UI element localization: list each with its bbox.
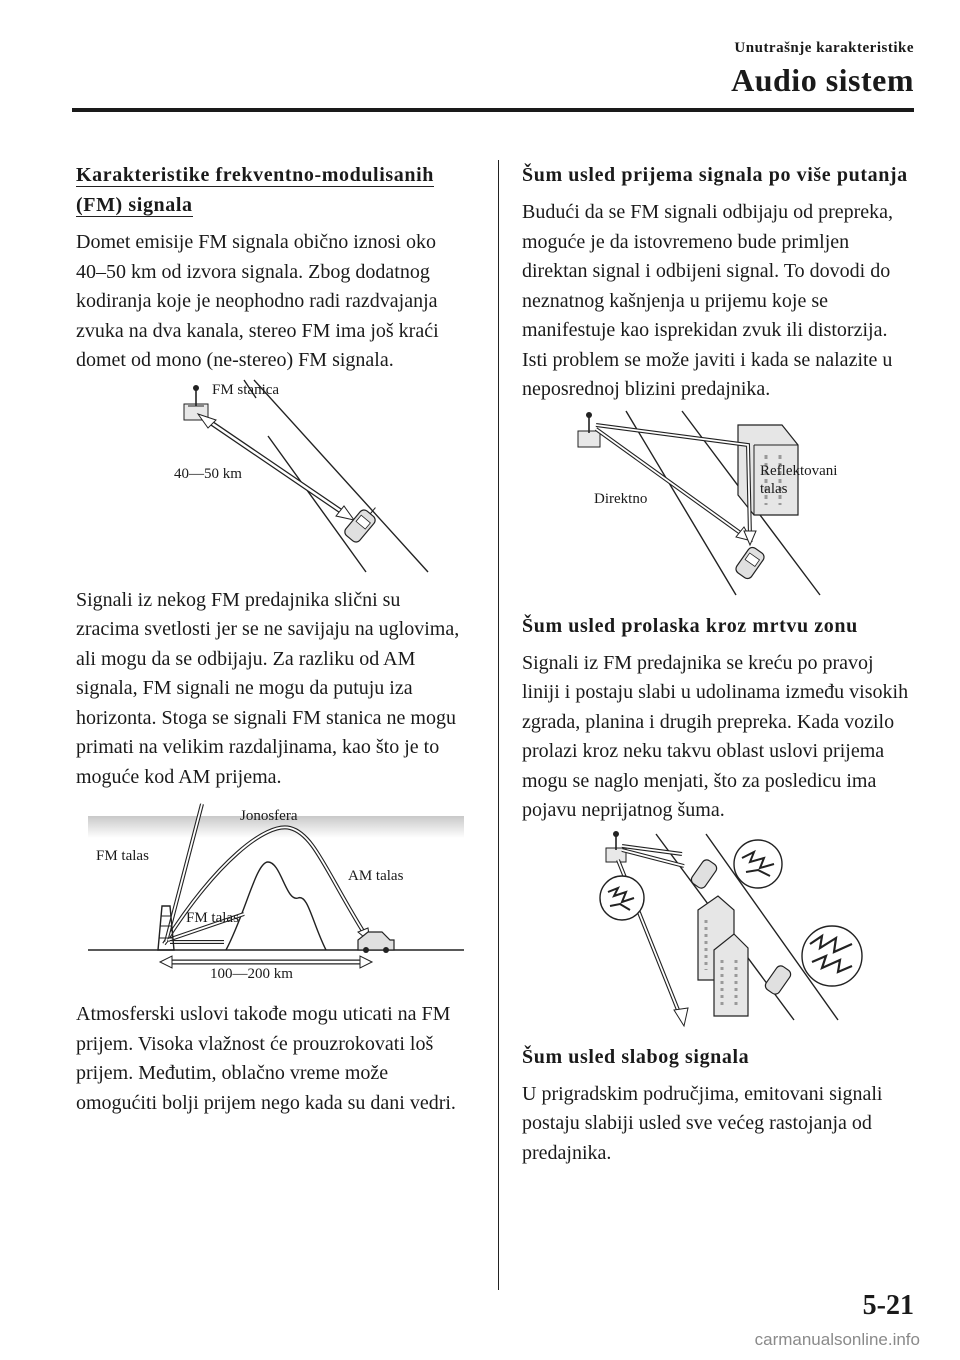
fm-distance-label: 40—50 km xyxy=(174,465,242,482)
car-icon xyxy=(343,501,383,543)
fm-propagation-paragraph: Signali iz nekog FM predajnika slični su zracima svetlosti jer se ne savijaju na uglovima, ali mogu da se odbijaju. Za razliku od AM signala, FM signali ne mogu da putuju iza horizonta. Stoga se signali FM stanica ne mogu primati na velikim razdaljinama, kao što je to moguće kod AM prijema. xyxy=(76,588,460,788)
fm-characteristics-heading: Karakteristike frekventno-modulisanih (FM) signala xyxy=(76,164,434,216)
page-title: Audio sistem xyxy=(731,62,914,98)
direct-wave-label: Direktno xyxy=(594,490,648,507)
car-icon xyxy=(763,963,792,995)
multipath-heading: Šum usled prijema signala po više putanja xyxy=(522,164,908,186)
reflected-wave-label-2: talas xyxy=(760,480,788,497)
dead-zone-heading: Šum usled prolaska kroz mrtvu zonu xyxy=(522,614,858,637)
left-column xyxy=(76,160,468,1118)
atmosphere-paragraph: Atmosferski uslovi takođe mogu uticati na FM prijem. Visoka vlažnost će prouzrokovati loš prijem. Međutim, oblačno vreme može omogućiti bolji prijem nego kada su dani vedri. xyxy=(76,1003,456,1114)
weak-signal-paragraph: U prigradskim područjima, emitovani signali postaju slabiji usled sve većeg rastojanja od predajnika. xyxy=(522,1082,883,1164)
noise-bubble-icon xyxy=(734,840,782,888)
watermark: carmanualsonline.info xyxy=(754,1330,920,1349)
multipath-illustration xyxy=(522,405,914,601)
fm-range-paragraph: Domet emisije FM signala obično iznosi oko 40–50 km od izvora signala. Zbog dodatnog kodiranja koje je neophodno radi razdvajanja zvuka na dva kanala, stereo FM ima još kraći domet od mono (ne-stereo) FM signala. xyxy=(76,231,439,371)
fm-am-wave-figure xyxy=(76,802,468,992)
noise-bubble-icon xyxy=(802,926,862,986)
multipath-figure xyxy=(522,405,914,601)
dead-zone-paragraph: Signali iz FM predajnika se kreću po pravoj liniji i postaju slabi u udolinama između visokih zgrada, planina i drugih prepreka. Kada vozilo prolazi kroz neku takvu oblast uslovi prijema mogu se naglo menjati, što za posledicu ima pojavu neprijatnog šuma. xyxy=(522,651,909,821)
right-column xyxy=(522,160,914,1168)
fm-wave-bottom-label: FM talas xyxy=(186,910,239,926)
column-divider xyxy=(498,160,499,1290)
dead-zone-illustration xyxy=(522,830,914,1030)
header-rule xyxy=(72,108,914,112)
am-distance-label: 100—200 km xyxy=(210,966,293,982)
weak-signal-heading: Šum usled slabog signala xyxy=(522,1045,750,1068)
page-number: 5-21 xyxy=(862,1290,914,1321)
ionosphere-label: Jonosfera xyxy=(240,808,298,824)
am-wave-label: AM talas xyxy=(348,868,404,884)
mountain-shape xyxy=(226,862,326,950)
fm-range-illustration xyxy=(76,376,468,576)
noise-bubble-icon xyxy=(600,876,644,920)
car-icon xyxy=(358,932,394,953)
car-icon xyxy=(734,545,766,580)
fm-range-figure xyxy=(76,376,468,576)
building-icon xyxy=(698,896,748,1016)
wave-propagation-illustration xyxy=(76,802,468,992)
transmitter-icon xyxy=(184,385,208,420)
fm-station-label: FM stanica xyxy=(212,381,280,398)
header-section: Unutrašnje karakteristike xyxy=(734,40,914,56)
reflected-wave-label: Reflektovani xyxy=(760,462,838,479)
multipath-paragraph: Budući da se FM signali odbijaju od prepreka, moguće je da istovremeno bude primljen direktan signal i odbijeni signal. To dovodi do neznatnog kašnjenja u prijemu koje se manifestuje kao isprekidan zvuk ili distorzija. Isti problem se može javiti i kada se nalazite u neposrednoj blizini predajnika. xyxy=(522,201,894,400)
dead-zone-figure xyxy=(522,830,914,1030)
fm-wave-top-label: FM talas xyxy=(96,848,149,864)
